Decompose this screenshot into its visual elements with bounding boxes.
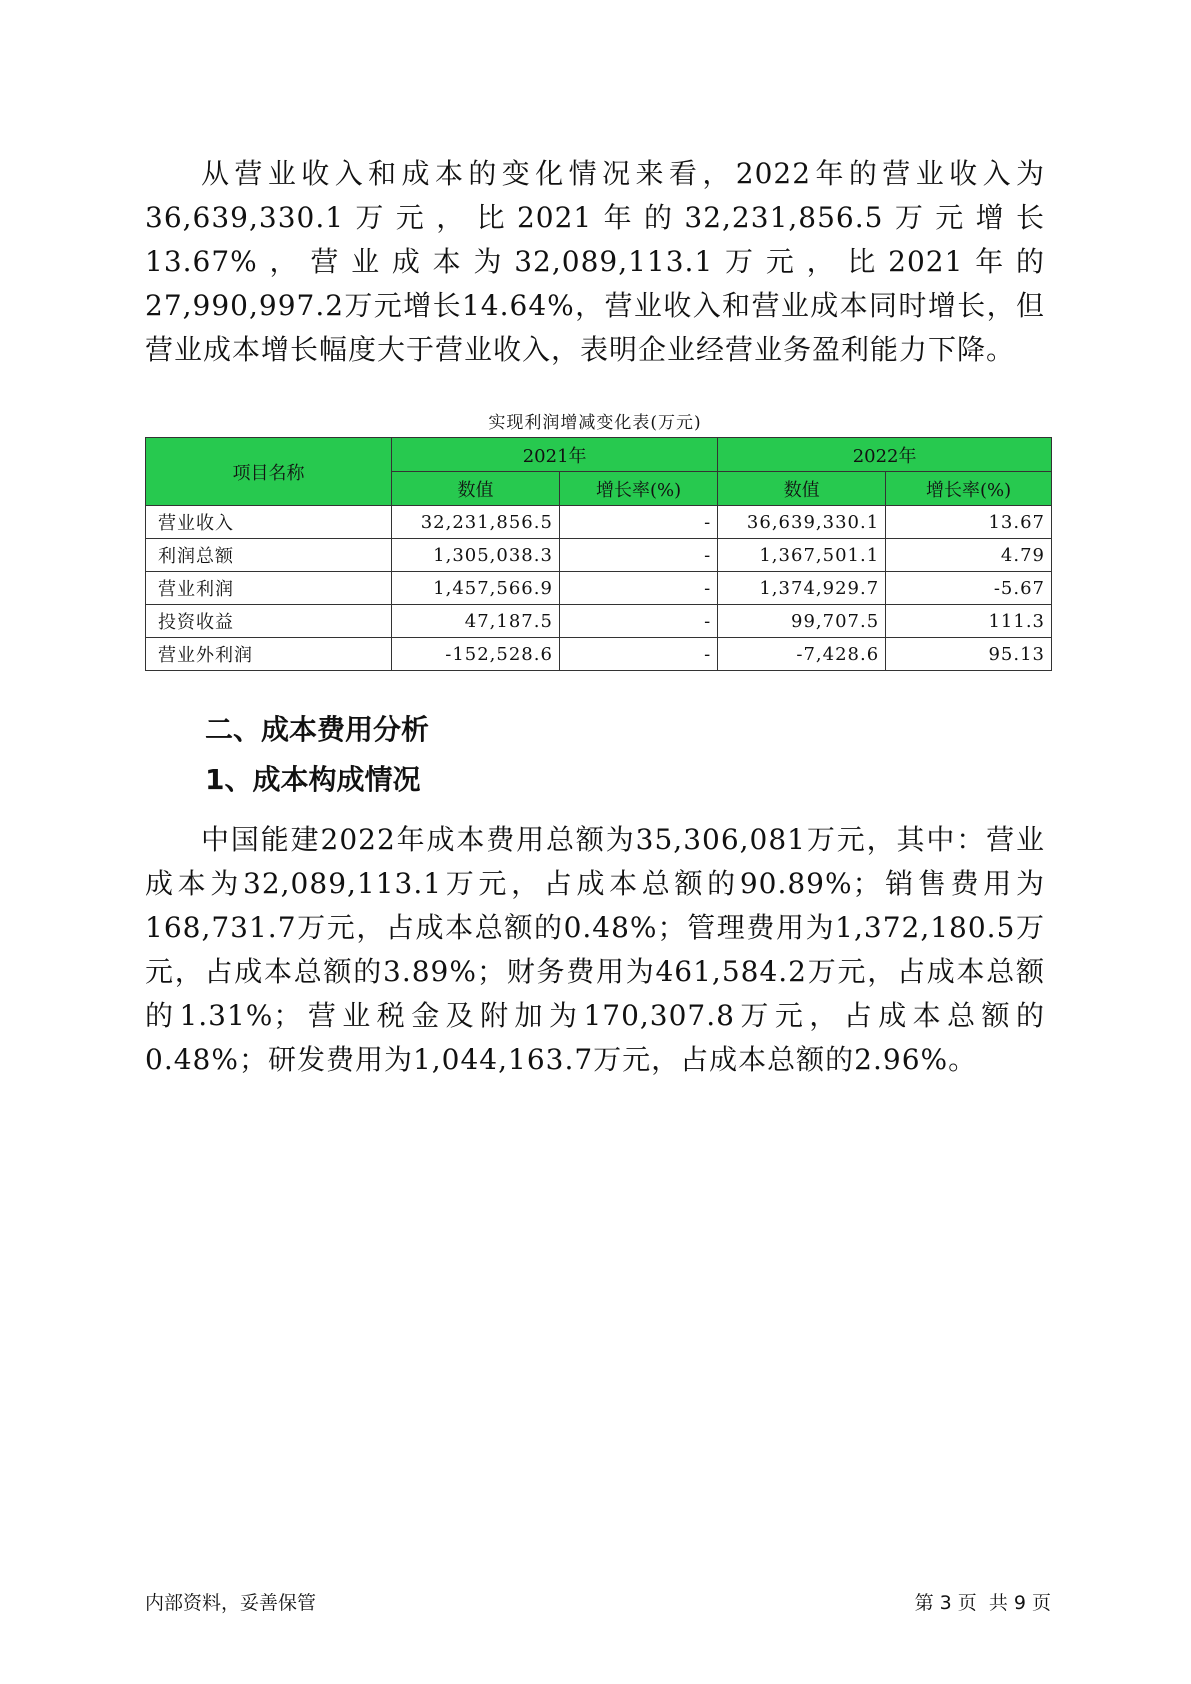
header-growth-2022: 增长率(%)	[886, 472, 1052, 506]
row-name: 营业外利润	[146, 638, 392, 671]
value-2022: 1,374,929.7	[718, 572, 886, 605]
paragraph-cost-composition: 中国能建2022年成本费用总额为35,306,081万元，其中：营业成本为32,089,113.1万元，占成本总额的90.89%；销售费用为168,731.7万元，占成本总额的0.48%；管理费用为1,372,180.5万元，占成本总额的3.89%；财务费用为461,584.2万元，占成本总额的1.31%；营业税金及附加为170,307.8万元，占成本总额的0.48%；研发费用为1,044,163.7万元，占成本总额的2.96%。	[145, 823, 1045, 1076]
table-row	[146, 572, 1052, 605]
header-year-2021: 2021年	[392, 438, 718, 472]
header-item-name: 项目名称	[146, 438, 392, 506]
footer-confidential-note: 内部资料，妥善保管	[145, 1592, 317, 1614]
profit-change-table	[145, 437, 1052, 671]
value-2021: 32,231,856.5	[392, 506, 560, 539]
value-2021: 1,305,038.3	[392, 539, 560, 572]
table-row	[146, 605, 1052, 638]
header-value-2021: 数值	[392, 472, 560, 506]
value-2021: 1,457,566.9	[392, 572, 560, 605]
growth-2022: -5.67	[886, 572, 1052, 605]
growth-2022: 95.13	[886, 638, 1052, 671]
paragraph-revenue-cost: 从营业收入和成本的变化情况来看，2022年的营业收入为36,639,330.1万元，比2021年的32,231,856.5万元增长13.67%，营业成本为32,089,113.1万元，比2021年的27,990,997.2万元增长14.64%，营业收入和营业成本同时增长，但营业成本增长幅度大于营业收入，表明企业经营业务盈利能力下降。	[145, 157, 1045, 366]
header-growth-2021: 增长率(%)	[559, 472, 717, 506]
row-name: 投资收益	[146, 605, 392, 638]
value-2022: 36,639,330.1	[718, 506, 886, 539]
table-row	[146, 506, 1052, 539]
header-value-2022: 数值	[718, 472, 886, 506]
growth-2022: 13.67	[886, 506, 1052, 539]
table-caption: 实现利润增减变化表(万元)	[488, 413, 702, 433]
value-2021: -152,528.6	[392, 638, 560, 671]
growth-2021: -	[559, 506, 717, 539]
value-2021: 47,187.5	[392, 605, 560, 638]
growth-2021: -	[559, 605, 717, 638]
growth-2021: -	[559, 539, 717, 572]
table-row	[146, 539, 1052, 572]
page-number: 第 3 页 共 9 页	[914, 1592, 1051, 1614]
table-row	[146, 638, 1052, 671]
subsection-heading: 1、成本构成情况	[205, 763, 421, 796]
growth-2022: 111.3	[886, 605, 1052, 638]
section-heading: 二、成本费用分析	[205, 713, 430, 746]
row-name: 利润总额	[146, 539, 392, 572]
value-2022: -7,428.6	[718, 638, 886, 671]
header-year-2022: 2022年	[718, 438, 1052, 472]
row-name: 营业利润	[146, 572, 392, 605]
growth-2021: -	[559, 572, 717, 605]
value-2022: 99,707.5	[718, 605, 886, 638]
row-name: 营业收入	[146, 506, 392, 539]
growth-2021: -	[559, 638, 717, 671]
value-2022: 1,367,501.1	[718, 539, 886, 572]
growth-2022: 4.79	[886, 539, 1052, 572]
